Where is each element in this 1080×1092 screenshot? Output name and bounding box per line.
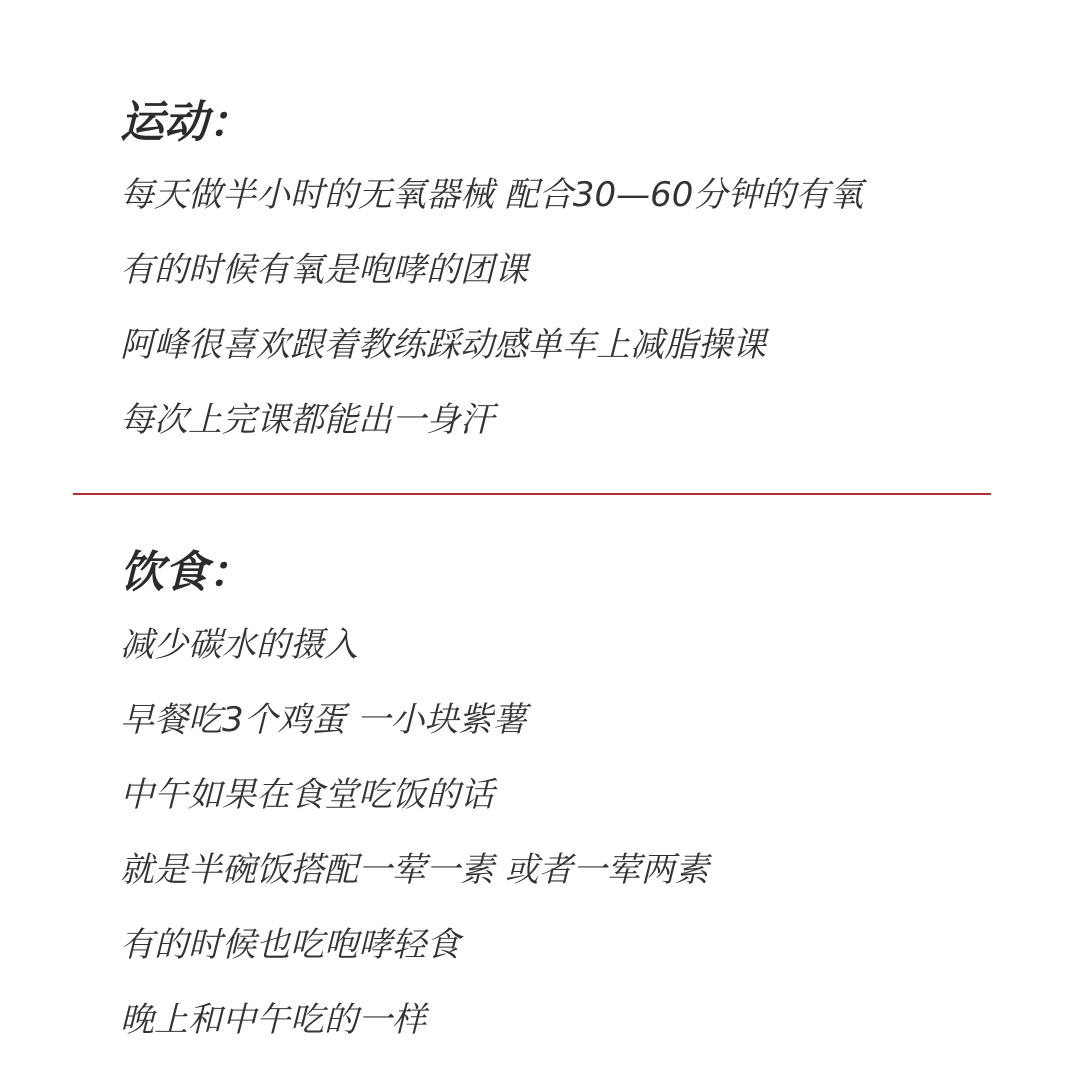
diet-line: 早餐吃3个鸡蛋 一小块紫薯: [120, 700, 527, 740]
diet-lines: [120, 608, 1020, 1058]
section-divider: [73, 493, 991, 495]
exercise-heading: 运动：: [120, 97, 252, 148]
diet-section: [120, 538, 1020, 1058]
diet-line: 就是半碗饭搭配一荤一素 或者一荤两素: [120, 850, 709, 890]
exercise-line: 每次上完课都能出一身汗: [120, 400, 494, 440]
diet-line: 中午如果在食堂吃饭的话: [120, 775, 494, 815]
exercise-section: [120, 88, 1020, 458]
diet-line: 晚上和中午吃的一样: [120, 1000, 426, 1040]
exercise-line: 每天做半小时的无氧器械 配合30—60分钟的有氧: [120, 175, 864, 215]
diet-line: 减少碳水的摄入: [120, 625, 358, 665]
diet-heading: 饮食：: [120, 547, 252, 598]
diet-line: 有的时候也吃咆哮轻食: [120, 925, 460, 965]
exercise-lines: [120, 158, 1020, 458]
exercise-line: 阿峰很喜欢跟着教练踩动感单车上减脂操课: [120, 325, 766, 365]
exercise-line: 有的时候有氧是咆哮的团课: [120, 250, 528, 290]
